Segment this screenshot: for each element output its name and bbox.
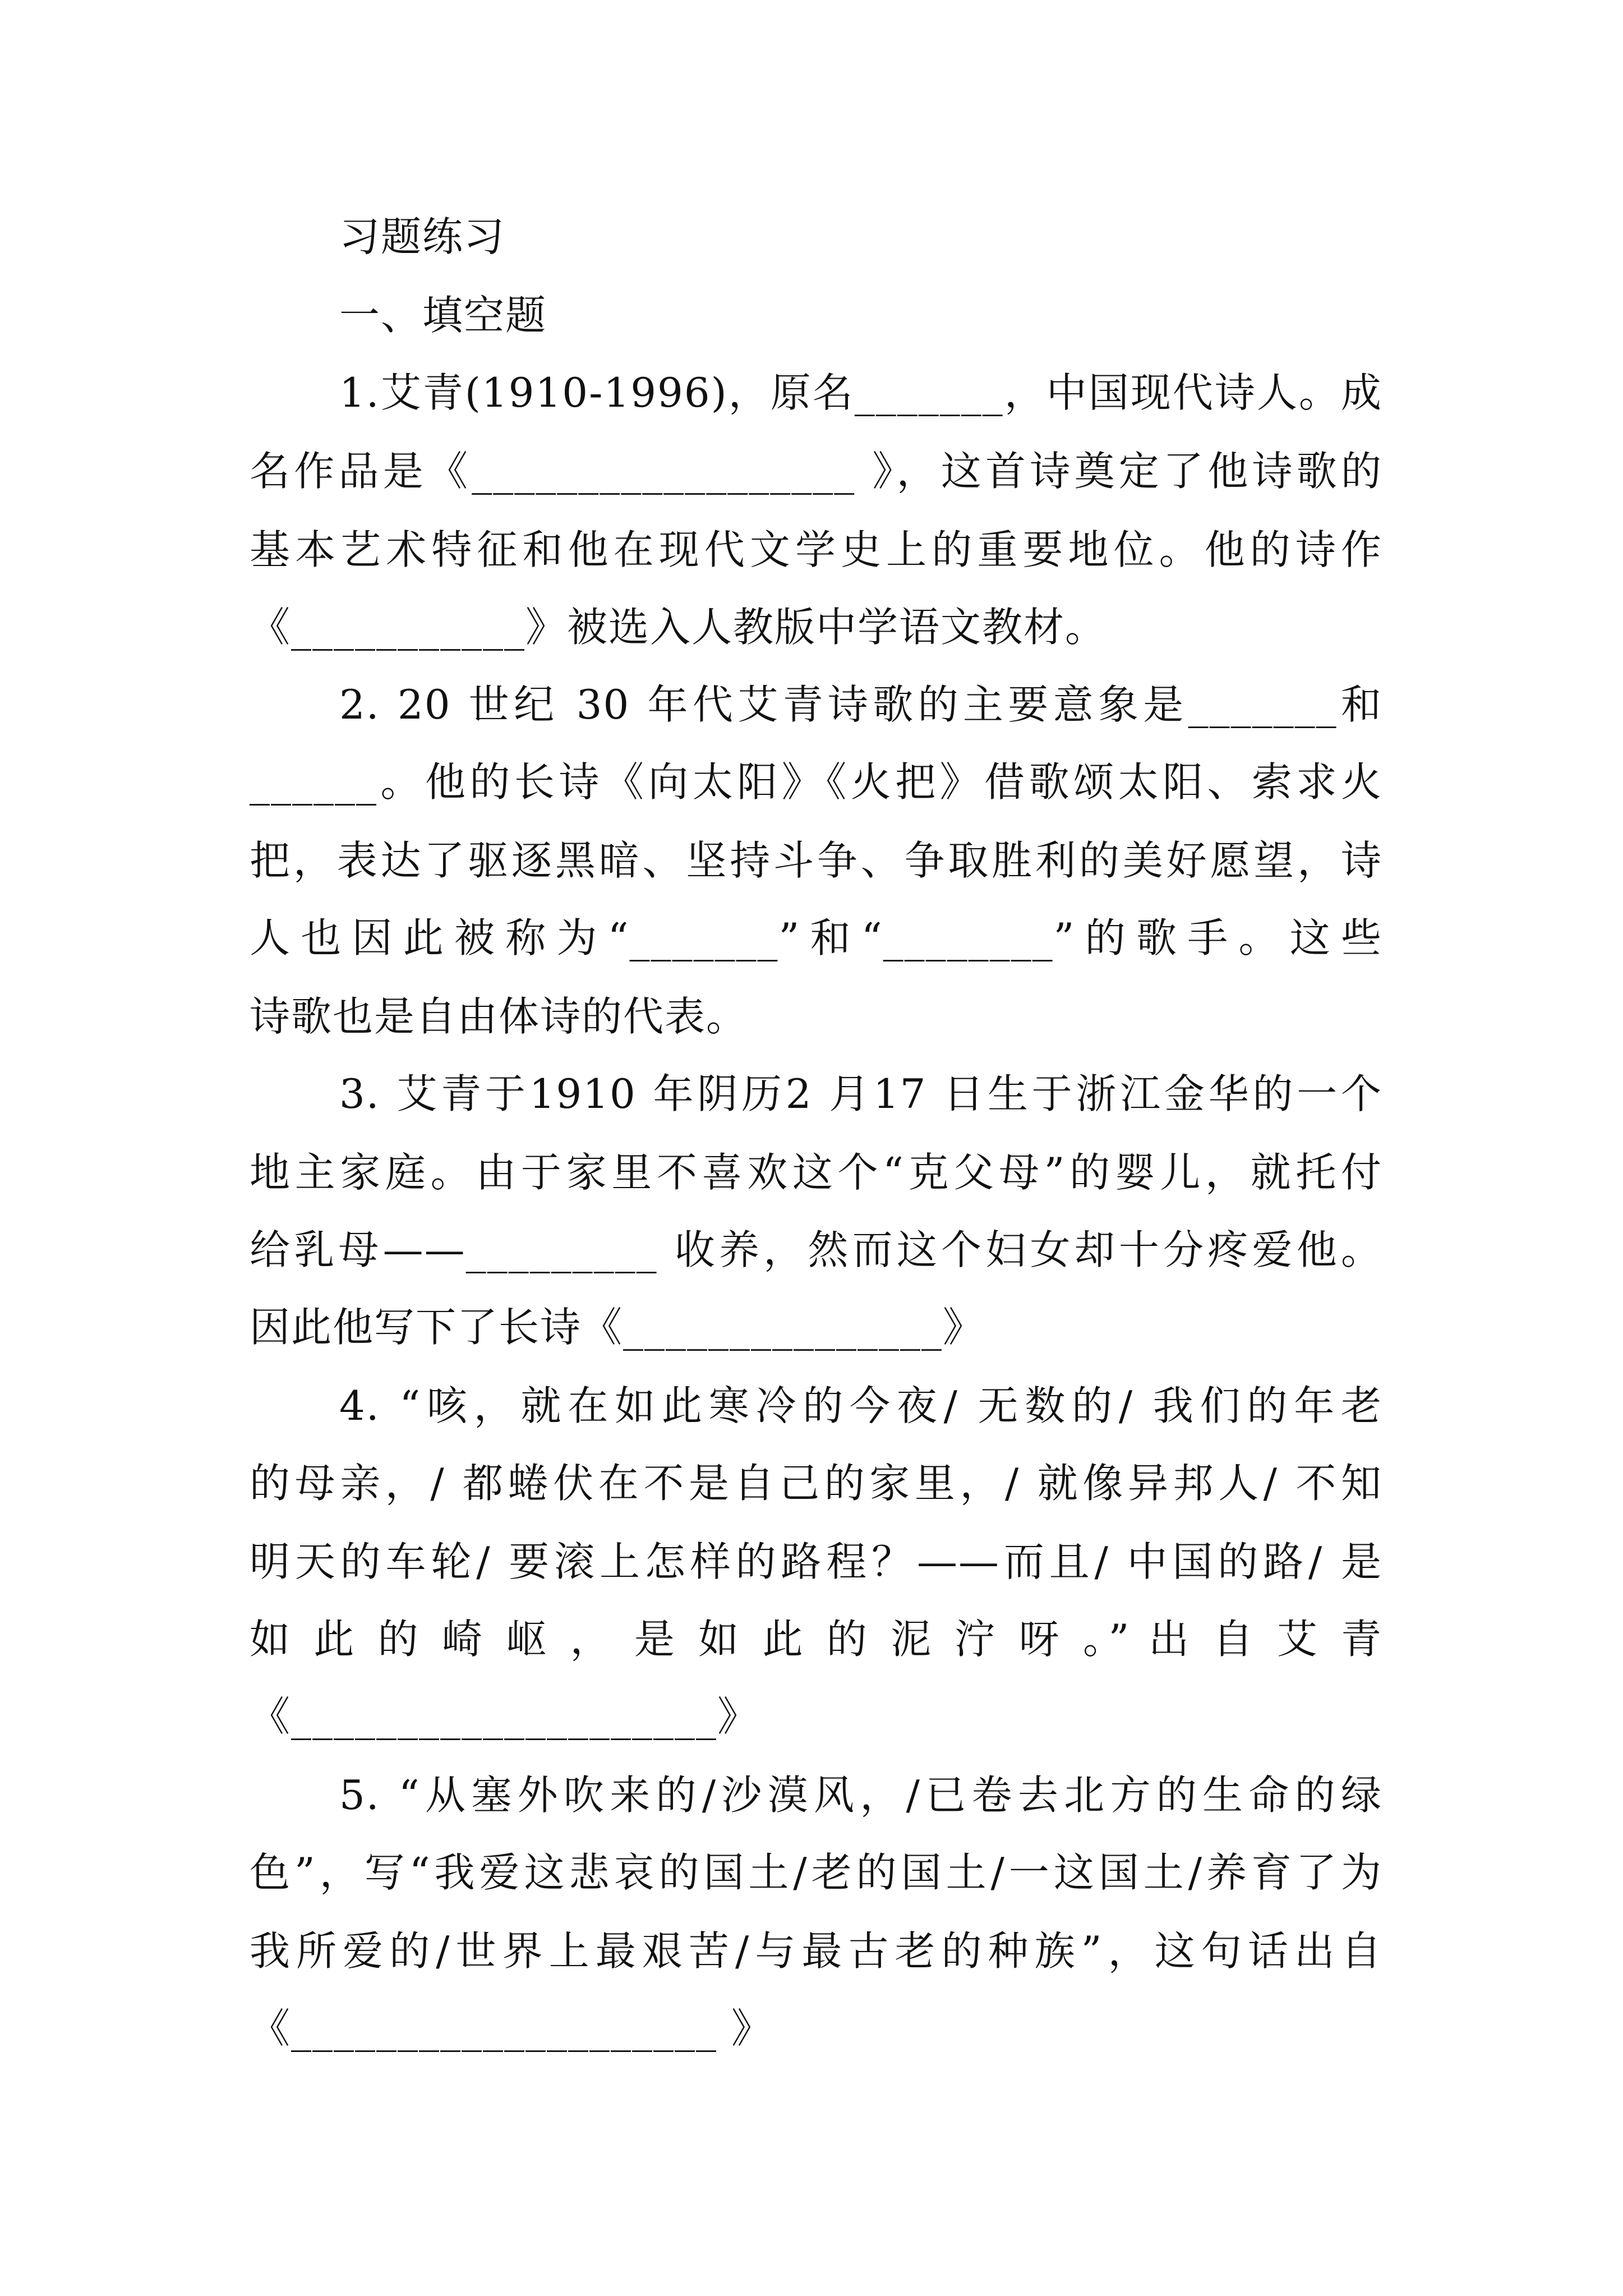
section-heading: 一、填空题 — [339, 292, 547, 339]
question-5-line-2: 色”，写“我爱这悲哀的国土/老的国土/一这国土/养育了为 — [250, 1849, 1382, 1896]
question-4-line-1: 4. “咳，就在如此寒冷的今夜/ 无数的/ 我们的年老 — [339, 1382, 1382, 1429]
question-1-line-4: 《___________》被选入人教版中学语文教材。 — [250, 604, 1107, 651]
question-2-line-1: 2. 20 世纪 30 年代艾青诗歌的主要意象是_______和 — [339, 681, 1382, 728]
question-2-line-2: ______。他的长诗《向太阳》《火把》借歌颂太阳、索求火 — [250, 758, 1382, 806]
question-1-line-2: 名作品是《__________________ 》，这首诗奠定了他诗歌的 — [250, 448, 1382, 495]
question-1-line-3: 基本艺术特征和他在现代文学史上的重要地位。他的诗作 — [250, 526, 1382, 573]
question-4-line-4: 如 此 的 崎 岖 ， 是 如 此 的 泥 泞 呀 。” 出 自 艾 青 — [250, 1616, 1382, 1663]
question-3-line-2: 地主家庭。由于家里不喜欢这个“克父母”的婴儿，就托付 — [250, 1149, 1382, 1196]
question-3-line-4: 因此他写下了长诗《_______________》 — [250, 1304, 985, 1351]
question-2-line-5: 诗歌也是自由体诗的代表。 — [250, 993, 748, 1040]
question-2-line-3: 把，表达了驱逐黑暗、坚持斗争、争取胜利的美好愿望，诗 — [250, 837, 1382, 884]
page-title: 习题练习 — [339, 213, 506, 260]
question-3-line-3: 给乳母——_________ 收养，然而这个妇女却十分疼爱他。 — [250, 1226, 1382, 1273]
question-4-line-2: 的母亲，/ 都蜷伏在不是自己的家里，/ 就像异邦人/ 不知 — [250, 1460, 1382, 1507]
question-5-line-4: 《____________________ 》 — [250, 2005, 773, 2052]
question-3-line-1: 3. 艾青于1910 年阴历2 月17 日生于浙江金华的一个 — [339, 1070, 1382, 1117]
question-4-line-5: 《____________________》 — [250, 1693, 759, 1740]
question-5-line-1: 5. “从塞外吹来的/沙漠风，/已卷去北方的生命的绿 — [339, 1772, 1382, 1819]
question-1-line-1: 1.艾青(1910-1996)，原名_______，中国现代诗人。成 — [339, 369, 1382, 416]
question-5-line-3: 我所爱的/世界上最艰苦/与最古老的种族”，这句话出自 — [250, 1927, 1382, 1975]
question-2-line-4: 人也因此被称为“_______”和“________”的歌手。这些 — [250, 914, 1382, 961]
question-4-line-3: 明天的车轮/ 要滚上怎样的路程？——而且/ 中国的路/ 是 — [250, 1538, 1382, 1585]
